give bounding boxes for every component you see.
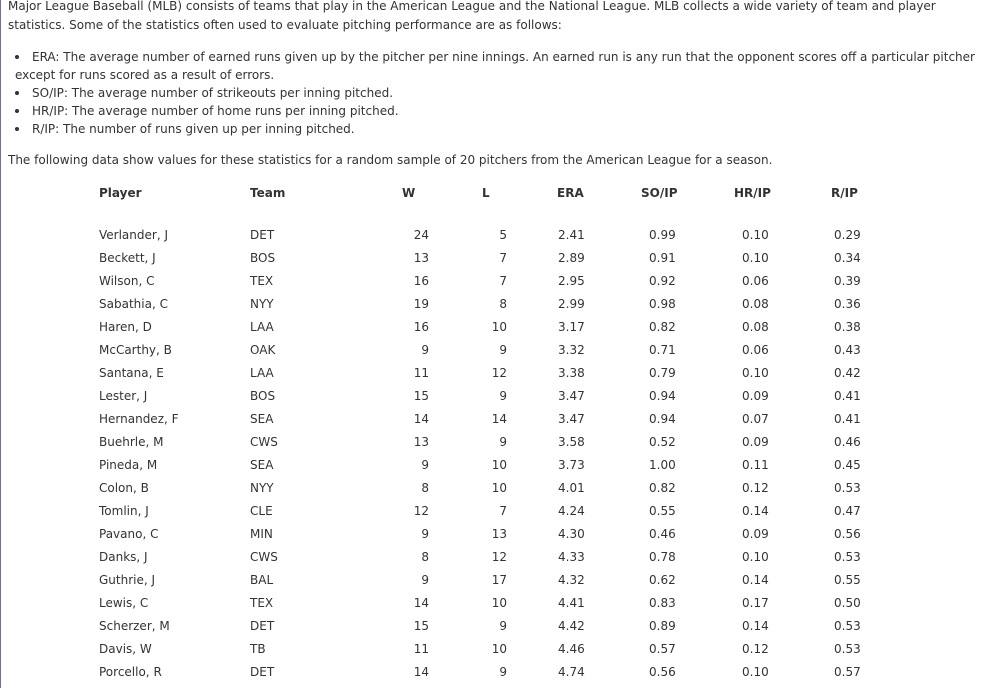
cell-l: 12	[491, 550, 507, 564]
cell-r-ip: 0.41	[834, 389, 861, 403]
cell-era: 3.73	[558, 458, 585, 472]
bullet-icon	[15, 127, 19, 131]
cell-era: 3.47	[558, 389, 585, 403]
cell-era: 2.99	[558, 297, 585, 311]
cell-player: Colon, B	[99, 481, 149, 495]
cell-team: LAA	[250, 366, 274, 380]
cell-r-ip: 0.46	[834, 435, 861, 449]
cell-hr-ip: 0.14	[742, 619, 769, 633]
cell-so-ip: 0.94	[649, 389, 676, 403]
cell-w: 11	[413, 642, 429, 656]
cell-player: Beckett, J	[99, 251, 156, 265]
cell-era: 4.74	[558, 665, 585, 679]
cell-r-ip: 0.43	[834, 343, 861, 357]
cell-player: Sabathia, C	[99, 297, 168, 311]
definition-text: SO/IP: The average number of strikeouts per inning pitched.	[32, 86, 394, 100]
cell-l: 10	[491, 642, 507, 656]
cell-team: DET	[250, 228, 275, 242]
cell-player: Guthrie, J	[99, 573, 156, 587]
left-border	[0, 0, 1, 688]
cell-hr-ip: 0.09	[742, 435, 769, 449]
cell-so-ip: 0.55	[649, 504, 676, 518]
cell-era: 3.38	[558, 366, 585, 380]
cell-player: Buehrle, M	[99, 435, 164, 449]
cell-hr-ip: 0.12	[742, 481, 769, 495]
cell-so-ip: 0.62	[649, 573, 676, 587]
cell-so-ip: 0.57	[649, 642, 676, 656]
cell-r-ip: 0.56	[834, 527, 861, 541]
cell-w: 14	[413, 596, 429, 610]
cell-so-ip: 0.91	[649, 251, 676, 265]
cell-l: 5	[499, 228, 507, 242]
cell-hr-ip: 0.11	[742, 458, 769, 472]
cell-hr-ip: 0.10	[742, 665, 769, 679]
cell-hr-ip: 0.06	[742, 274, 769, 288]
header-so-ip: SO/IP	[641, 186, 678, 200]
cell-era: 3.17	[558, 320, 585, 334]
cell-player: Scherzer, M	[99, 619, 170, 633]
cell-era: 4.42	[558, 619, 585, 633]
cell-r-ip: 0.45	[834, 458, 861, 472]
cell-l: 7	[499, 504, 507, 518]
cell-team: LAA	[250, 320, 274, 334]
definition-text: ERA: The average number of earned runs given up by the pitcher per nine innings. An earned run is any run that the opponent scores off a particular pitcher	[32, 50, 975, 64]
cell-so-ip: 0.71	[649, 343, 676, 357]
cell-so-ip: 0.98	[649, 297, 676, 311]
cell-player: McCarthy, B	[99, 343, 172, 357]
cell-w: 11	[413, 366, 429, 380]
cell-hr-ip: 0.17	[742, 596, 769, 610]
cell-so-ip: 0.94	[649, 412, 676, 426]
cell-team: BOS	[250, 251, 276, 265]
cell-l: 7	[499, 251, 507, 265]
cell-so-ip: 0.89	[649, 619, 676, 633]
cell-team: BOS	[250, 389, 276, 403]
cell-w: 9	[421, 573, 429, 587]
cell-l: 9	[499, 343, 507, 357]
cell-team: CLE	[250, 504, 273, 518]
cell-hr-ip: 0.08	[742, 297, 769, 311]
cell-team: SEA	[250, 458, 274, 472]
header-player: Player	[99, 186, 142, 200]
cell-l: 10	[491, 596, 507, 610]
cell-team: DET	[250, 619, 275, 633]
intro-line-2: statistics. Some of the statistics often used to evaluate pitching performance are as follows:	[8, 18, 562, 32]
cell-so-ip: 0.83	[649, 596, 676, 610]
cell-player: Santana, E	[99, 366, 164, 380]
bullet-icon	[15, 91, 19, 95]
cell-r-ip: 0.39	[834, 274, 861, 288]
cell-era: 2.89	[558, 251, 585, 265]
cell-r-ip: 0.55	[834, 573, 861, 587]
cell-era: 4.32	[558, 573, 585, 587]
cell-team: NYY	[250, 481, 274, 495]
cell-w: 16	[413, 320, 429, 334]
cell-team: SEA	[250, 412, 274, 426]
cell-player: Verlander, J	[99, 228, 168, 242]
cell-w: 9	[421, 527, 429, 541]
header-r-ip: R/IP	[831, 186, 858, 200]
header-hr-ip: HR/IP	[734, 186, 771, 200]
cell-team: NYY	[250, 297, 274, 311]
cell-r-ip: 0.34	[834, 251, 861, 265]
cell-era: 3.47	[558, 412, 585, 426]
cell-r-ip: 0.53	[834, 619, 861, 633]
cell-l: 8	[499, 297, 507, 311]
cell-l: 9	[499, 665, 507, 679]
cell-hr-ip: 0.10	[742, 550, 769, 564]
cell-team: OAK	[250, 343, 276, 357]
cell-era: 3.58	[558, 435, 585, 449]
cell-team: DET	[250, 665, 275, 679]
cell-era: 4.24	[558, 504, 585, 518]
cell-team: TEX	[250, 274, 274, 288]
cell-w: 14	[413, 412, 429, 426]
cell-player: Danks, J	[99, 550, 148, 564]
cell-hr-ip: 0.07	[742, 412, 769, 426]
cell-w: 14	[413, 665, 429, 679]
cell-r-ip: 0.47	[834, 504, 861, 518]
cell-so-ip: 0.52	[649, 435, 676, 449]
cell-l: 10	[491, 458, 507, 472]
cell-so-ip: 0.92	[649, 274, 676, 288]
cell-player: Davis, W	[99, 642, 152, 656]
cell-l: 9	[499, 435, 507, 449]
cell-hr-ip: 0.10	[742, 228, 769, 242]
definition-text-cont: except for runs scored as a result of errors.	[15, 68, 275, 82]
cell-r-ip: 0.41	[834, 412, 861, 426]
cell-w: 24	[413, 228, 429, 242]
cell-w: 13	[413, 435, 429, 449]
cell-era: 4.30	[558, 527, 585, 541]
cell-team: BAL	[250, 573, 274, 587]
cell-team: TEX	[250, 596, 274, 610]
cell-player: Lewis, C	[99, 596, 149, 610]
cell-so-ip: 0.82	[649, 481, 676, 495]
cell-w: 9	[421, 343, 429, 357]
cell-era: 4.01	[558, 481, 585, 495]
cell-l: 9	[499, 389, 507, 403]
cell-r-ip: 0.36	[834, 297, 861, 311]
cell-player: Haren, D	[99, 320, 152, 334]
cell-l: 12	[491, 366, 507, 380]
cell-hr-ip: 0.12	[742, 642, 769, 656]
bullet-icon	[15, 55, 19, 59]
cell-era: 4.46	[558, 642, 585, 656]
cell-r-ip: 0.53	[834, 481, 861, 495]
cell-team: CWS	[250, 435, 278, 449]
cell-so-ip: 0.78	[649, 550, 676, 564]
cell-era: 2.95	[558, 274, 585, 288]
cell-r-ip: 0.57	[834, 665, 861, 679]
cell-hr-ip: 0.10	[742, 251, 769, 265]
cell-team: TB	[250, 642, 266, 656]
cell-l: 7	[499, 274, 507, 288]
header-era: ERA	[557, 186, 584, 200]
cell-so-ip: 0.82	[649, 320, 676, 334]
cell-team: MIN	[250, 527, 273, 541]
cell-w: 16	[413, 274, 429, 288]
cell-w: 19	[413, 297, 429, 311]
cell-w: 15	[413, 389, 429, 403]
cell-l: 10	[491, 481, 507, 495]
cell-r-ip: 0.53	[834, 642, 861, 656]
cell-w: 15	[413, 619, 429, 633]
cell-era: 2.41	[558, 228, 585, 242]
cell-player: Wilson, C	[99, 274, 155, 288]
cell-player: Hernandez, F	[99, 412, 179, 426]
bullet-icon	[15, 109, 19, 113]
cell-w: 13	[413, 251, 429, 265]
intro-line-1: Major League Baseball (MLB) consists of teams that play in the American League and the National League. MLB collects a wide variety of team and player	[8, 0, 936, 13]
cell-w: 12	[413, 504, 429, 518]
cell-hr-ip: 0.14	[742, 573, 769, 587]
cell-so-ip: 0.99	[649, 228, 676, 242]
cell-l: 9	[499, 619, 507, 633]
cell-l: 14	[491, 412, 507, 426]
cell-r-ip: 0.42	[834, 366, 861, 380]
cell-era: 3.32	[558, 343, 585, 357]
cell-so-ip: 0.56	[649, 665, 676, 679]
definition-text: R/IP: The number of runs given up per inning pitched.	[32, 122, 355, 136]
cell-l: 17	[491, 573, 507, 587]
cell-r-ip: 0.53	[834, 550, 861, 564]
cell-r-ip: 0.50	[834, 596, 861, 610]
cell-hr-ip: 0.09	[742, 389, 769, 403]
cell-player: Porcello, R	[99, 665, 162, 679]
cell-so-ip: 0.79	[649, 366, 676, 380]
table-caption: The following data show values for these statistics for a random sample of 20 pitchers from the American League for a season.	[8, 153, 773, 167]
definition-text: HR/IP: The average number of home runs per inning pitched.	[32, 104, 399, 118]
cell-player: Pavano, C	[99, 527, 159, 541]
cell-r-ip: 0.29	[834, 228, 861, 242]
cell-w: 8	[421, 481, 429, 495]
header-team: Team	[250, 186, 286, 200]
cell-so-ip: 1.00	[649, 458, 676, 472]
cell-l: 13	[491, 527, 507, 541]
header-l: L	[482, 186, 490, 200]
cell-player: Pineda, M	[99, 458, 158, 472]
cell-team: CWS	[250, 550, 278, 564]
cell-hr-ip: 0.09	[742, 527, 769, 541]
cell-hr-ip: 0.08	[742, 320, 769, 334]
cell-player: Tomlin, J	[99, 504, 149, 518]
cell-hr-ip: 0.06	[742, 343, 769, 357]
cell-w: 9	[421, 458, 429, 472]
cell-hr-ip: 0.10	[742, 366, 769, 380]
cell-so-ip: 0.46	[649, 527, 676, 541]
cell-era: 4.33	[558, 550, 585, 564]
cell-hr-ip: 0.14	[742, 504, 769, 518]
cell-player: Lester, J	[99, 389, 148, 403]
cell-w: 8	[421, 550, 429, 564]
cell-era: 4.41	[558, 596, 585, 610]
header-w: W	[402, 186, 416, 200]
cell-l: 10	[491, 320, 507, 334]
cell-r-ip: 0.38	[834, 320, 861, 334]
